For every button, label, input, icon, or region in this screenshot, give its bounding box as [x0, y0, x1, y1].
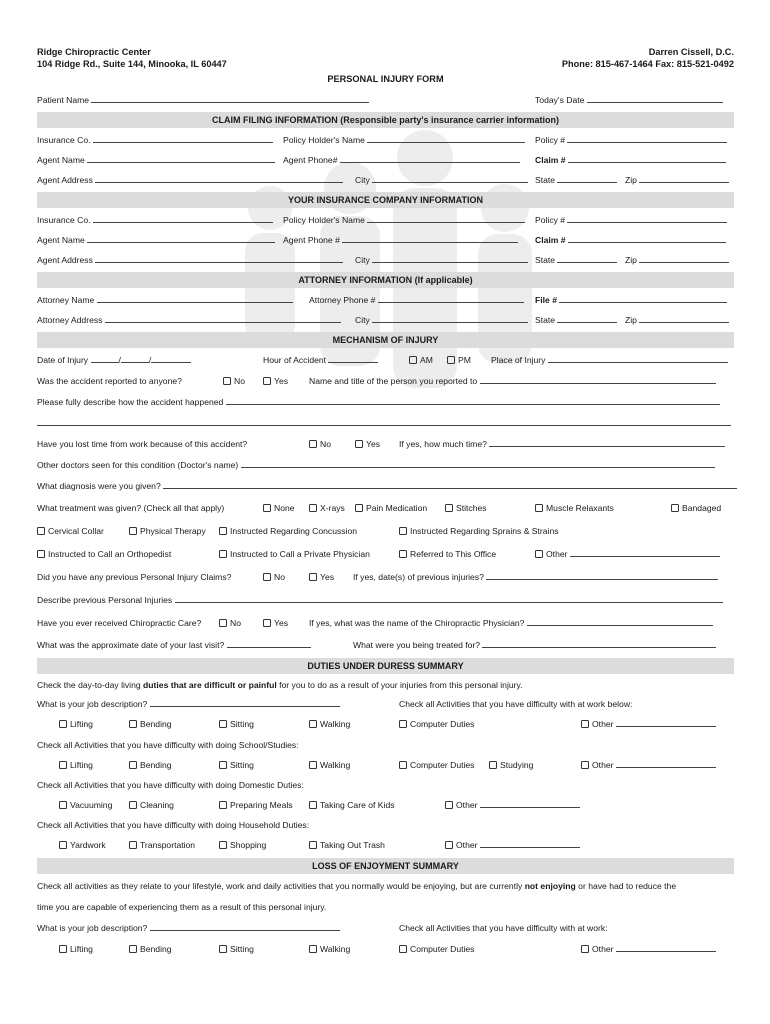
policy-holder-label: Policy Holder's Name — [283, 135, 365, 145]
work-computer-checkbox[interactable]: Computer Duties — [399, 714, 474, 735]
household-transportation-checkbox[interactable]: Transportation — [129, 835, 195, 856]
enjoyment-bending-checkbox[interactable]: Bending — [129, 939, 172, 960]
checkbox-icon[interactable] — [581, 761, 589, 769]
checkbox-icon[interactable] — [129, 761, 137, 769]
enjoyment-job-description-field[interactable] — [150, 919, 340, 931]
checkbox-icon[interactable] — [399, 761, 407, 769]
your-agent-phone-field[interactable] — [342, 231, 518, 243]
your-agent-address-field[interactable] — [95, 251, 343, 263]
checkbox-icon[interactable] — [129, 527, 137, 535]
claim-number-label: Claim # — [535, 235, 566, 245]
domestic-cleaning-checkbox[interactable]: Cleaning — [129, 795, 174, 816]
patient-name-label: Patient Name — [37, 95, 90, 105]
clinic-name: Ridge Chiropractic Center — [37, 47, 151, 57]
checkbox-icon[interactable] — [489, 761, 497, 769]
claim-city-field[interactable] — [372, 171, 528, 183]
domestic-kids-checkbox[interactable]: Taking Care of Kids — [309, 795, 395, 816]
enjoyment-walking-checkbox[interactable]: Walking — [309, 939, 350, 960]
last-visit-label: What was the approximate date of your last visit? — [37, 640, 225, 650]
school-other-checkbox[interactable]: Other — [581, 755, 716, 776]
household-shopping-checkbox[interactable]: Shopping — [219, 835, 266, 856]
checkbox-icon[interactable] — [59, 720, 67, 728]
school-computer-checkbox[interactable]: Computer Duties — [399, 755, 474, 776]
your-claim-number-field[interactable] — [568, 231, 726, 243]
place-of-injury-label: Place of Injury — [491, 355, 546, 365]
clinic-phone-fax: Phone: 815-467-1464 Fax: 815-521-0492 — [561, 59, 734, 69]
checkbox-icon[interactable] — [219, 527, 227, 535]
checkbox-icon[interactable] — [445, 504, 453, 512]
previous-claims-yes-option[interactable]: Yes — [309, 566, 334, 589]
attorney-name-label: Attorney Name — [37, 295, 95, 305]
section-attorney: ATTORNEY INFORMATION (If applicable) — [37, 272, 734, 288]
household-trash-checkbox[interactable]: Taking Out Trash — [309, 835, 385, 856]
household-other-checkbox[interactable]: Other — [445, 835, 580, 856]
date-of-injury-label: Date of Injury — [37, 355, 89, 365]
enjoyment-job-description-label: What is your job description? — [37, 923, 148, 933]
treatment-cervical-collar-checkbox[interactable]: Cervical Collar — [37, 520, 104, 543]
checkbox-icon[interactable] — [399, 527, 407, 535]
injury-month-field[interactable] — [91, 351, 119, 363]
attorney-state-field[interactable] — [557, 311, 617, 323]
checkbox-icon[interactable] — [59, 761, 67, 769]
doctor-name: Darren Cissell, D.C. — [648, 47, 734, 57]
checkbox-icon[interactable] — [37, 550, 45, 558]
checkbox-icon[interactable] — [355, 504, 363, 512]
treatment-sprains-checkbox[interactable]: Instructed Regarding Sprains & Strains — [399, 520, 559, 543]
chiropractor-name-label: If yes, what was the name of the Chiropractic Physician? — [309, 618, 525, 628]
work-other-checkbox[interactable]: Other — [581, 714, 716, 735]
school-activities-label: Check all Activities that you have difficulty with doing School/Studies: — [37, 740, 299, 750]
checkbox-icon[interactable] — [263, 573, 271, 581]
work-bending-checkbox[interactable]: Bending — [129, 714, 172, 735]
hour-of-accident-label: Hour of Accident — [263, 355, 327, 365]
attorney-name-field[interactable] — [97, 291, 293, 303]
enjoyment-other-checkbox[interactable]: Other — [581, 939, 716, 960]
claim-agent-address-field[interactable] — [95, 171, 343, 183]
attorney-address-field[interactable] — [105, 311, 341, 323]
section-enjoyment: LOSS OF ENJOYMENT SUMMARY — [37, 858, 734, 874]
reported-no-option[interactable]: No — [223, 371, 245, 392]
your-policy-holder-field[interactable] — [367, 211, 525, 223]
how-much-time-field[interactable] — [489, 435, 725, 447]
file-number-field[interactable] — [559, 291, 727, 303]
previous-dates-field[interactable] — [486, 568, 718, 580]
describe-previous-label: Describe previous Personal Injuries — [37, 595, 173, 605]
treatment-other-checkbox[interactable]: Other — [535, 543, 720, 566]
pm-option[interactable]: PM — [447, 350, 471, 371]
enjoyment-intro-line2: time you are capable of experiencing them as a result of this personal injury. — [37, 902, 327, 912]
claim-insurance-co-field[interactable] — [93, 131, 273, 143]
domestic-vacuuming-checkbox[interactable]: Vacuuming — [59, 795, 112, 816]
attorney-address-label: Attorney Address — [37, 315, 103, 325]
your-state-field[interactable] — [557, 251, 617, 263]
claim-state-field[interactable] — [557, 171, 617, 183]
your-policy-number-field[interactable] — [567, 211, 727, 223]
policy-number-label: Policy # — [535, 135, 566, 145]
state-label: State — [535, 315, 556, 325]
reported-yes-option[interactable]: Yes — [263, 371, 288, 392]
how-much-time-label: If yes, how much time? — [399, 439, 487, 449]
checkbox-icon[interactable] — [399, 550, 407, 558]
claim-policy-number-field[interactable] — [567, 131, 727, 143]
state-label: State — [535, 175, 556, 185]
todays-date-label: Today's Date — [535, 95, 585, 105]
describe-accident-field[interactable] — [226, 393, 720, 405]
describe-previous-field[interactable] — [175, 591, 723, 603]
job-description-field[interactable] — [150, 695, 340, 707]
claim-number-label: Claim # — [535, 155, 566, 165]
checkbox-icon[interactable] — [309, 841, 317, 849]
city-label: City — [355, 175, 370, 185]
place-of-injury-field[interactable] — [548, 351, 728, 363]
checkbox-icon[interactable] — [309, 720, 317, 728]
checkbox-icon[interactable] — [219, 619, 227, 627]
treatment-label: What treatment was given? (Check all that apply) — [37, 503, 225, 513]
todays-date-field[interactable] — [587, 91, 723, 103]
checkbox-icon[interactable] — [309, 440, 317, 448]
checkbox-icon[interactable] — [129, 841, 137, 849]
city-label: City — [355, 255, 370, 265]
duties-intro: Check the day-to-day living duties that are difficult or painful for you to do as a result of your injuries from this personal injury. — [37, 680, 523, 690]
treatment-none-checkbox[interactable]: None — [263, 497, 295, 520]
checkbox-icon[interactable] — [129, 720, 137, 728]
enjoyment-lifting-checkbox[interactable]: Lifting — [59, 939, 93, 960]
checkbox-icon[interactable] — [263, 619, 271, 627]
checkbox-icon[interactable] — [581, 720, 589, 728]
am-option[interactable]: AM — [409, 350, 433, 371]
chiropractic-care-label: Have you ever received Chiropractic Care? — [37, 618, 202, 628]
reported-to-field[interactable] — [480, 372, 716, 384]
your-zip-field[interactable] — [639, 251, 729, 263]
enjoyment-computer-checkbox[interactable]: Computer Duties — [399, 939, 474, 960]
job-description-label: What is your job description? — [37, 699, 148, 709]
checkbox-icon[interactable] — [309, 945, 317, 953]
checkbox-icon[interactable] — [59, 841, 67, 849]
enjoyment-sitting-checkbox[interactable]: Sitting — [219, 939, 254, 960]
letterhead — [37, 46, 734, 84]
work-lifting-checkbox[interactable]: Lifting — [59, 714, 93, 735]
lost-time-label: Have you lost time from work because of this accident? — [37, 439, 248, 449]
checkbox-icon[interactable] — [263, 377, 271, 385]
treatment-other-field[interactable] — [570, 545, 720, 557]
your-insurance-co-field[interactable] — [93, 211, 273, 223]
claim-agent-name-field[interactable] — [87, 151, 275, 163]
claim-number-field[interactable] — [568, 151, 726, 163]
checkbox-icon[interactable] — [59, 945, 67, 953]
checkbox-icon[interactable] — [399, 720, 407, 728]
zip-label: Zip — [625, 255, 637, 265]
checkbox-icon[interactable] — [409, 356, 417, 364]
checkbox-icon[interactable] — [59, 801, 67, 809]
injury-year-field[interactable] — [148, 351, 191, 365]
checkbox-icon[interactable] — [445, 801, 453, 809]
claim-zip-field[interactable] — [639, 171, 729, 183]
checkbox-icon[interactable] — [309, 504, 317, 512]
your-agent-name-field[interactable] — [87, 231, 275, 243]
attorney-city-field[interactable] — [372, 311, 528, 323]
section-your-insurance: YOUR INSURANCE COMPANY INFORMATION — [37, 192, 734, 208]
last-visit-field[interactable] — [227, 636, 311, 648]
policy-number-label: Policy # — [535, 215, 566, 225]
agent-phone-label: Agent Phone # — [283, 235, 340, 245]
state-label: State — [535, 255, 556, 265]
enjoyment-intro: Check all activities as they relate to your lifestyle, work and daily activities that you normally would be enjoying, but are currently not enjoying or have had to reduce the — [37, 881, 677, 891]
checkbox-icon[interactable] — [219, 720, 227, 728]
work-sitting-checkbox[interactable]: Sitting — [219, 714, 254, 735]
treatment-referred-checkbox[interactable]: Referred to This Office — [399, 543, 496, 566]
checkbox-icon[interactable] — [219, 550, 227, 558]
treatment-private-physician-checkbox[interactable]: Instructed to Call a Private Physician — [219, 543, 370, 566]
school-bending-checkbox[interactable]: Bending — [129, 755, 172, 776]
describe-accident-field-line2[interactable] — [37, 414, 731, 426]
attorney-phone-field[interactable] — [378, 291, 524, 303]
school-studying-checkbox[interactable]: Studying — [489, 755, 533, 776]
checkbox-icon[interactable] — [129, 945, 137, 953]
clinic-address: 104 Ridge Rd., Suite 144, Minooka, IL 60447 — [37, 59, 227, 69]
checkbox-icon[interactable] — [219, 801, 227, 809]
checkbox-icon[interactable] — [309, 761, 317, 769]
treatment-orthopedist-checkbox[interactable]: Instructed to Call an Orthopedist — [37, 543, 171, 566]
your-city-field[interactable] — [372, 251, 528, 263]
checkbox-icon[interactable] — [535, 504, 543, 512]
file-number-label: File # — [535, 295, 557, 305]
checkbox-icon[interactable] — [263, 504, 271, 512]
agent-name-label: Agent Name — [37, 155, 85, 165]
attorney-phone-label: Attorney Phone # — [309, 295, 376, 305]
attorney-zip-field[interactable] — [639, 311, 729, 323]
treatment-physical-therapy-checkbox[interactable]: Physical Therapy — [129, 520, 206, 543]
work-walking-checkbox[interactable]: Walking — [309, 714, 350, 735]
checkbox-icon[interactable] — [447, 356, 455, 364]
checkbox-icon[interactable] — [219, 945, 227, 953]
diagnosis-field[interactable] — [163, 477, 737, 489]
enjoyment-other-field[interactable] — [616, 940, 716, 952]
previous-claims-label: Did you have any previous Personal Injury Claims? — [37, 572, 232, 582]
insurance-co-label: Insurance Co. — [37, 215, 91, 225]
previous-dates-label: If yes, date(s) of previous injuries? — [353, 572, 484, 582]
zip-label: Zip — [625, 175, 637, 185]
insurance-co-label: Insurance Co. — [37, 135, 91, 145]
treatment-pain-medication-checkbox[interactable]: Pain Medication — [355, 497, 427, 520]
household-other-field[interactable] — [480, 836, 580, 848]
accident-reported-label: Was the accident reported to anyone? — [37, 376, 182, 386]
date-separator: / — [118, 355, 121, 365]
city-label: City — [355, 315, 370, 325]
lost-time-yes-option[interactable]: Yes — [355, 434, 380, 455]
injury-day-field[interactable] — [118, 351, 152, 365]
checkbox-icon[interactable] — [37, 527, 45, 535]
agent-address-label: Agent Address — [37, 175, 93, 185]
work-other-field[interactable] — [616, 715, 716, 727]
other-doctors-label: Other doctors seen for this condition (Doctor's name) — [37, 460, 239, 470]
school-walking-checkbox[interactable]: Walking — [309, 755, 350, 776]
checkbox-icon[interactable] — [309, 801, 317, 809]
checkbox-icon[interactable] — [355, 440, 363, 448]
reported-to-label: Name and title of the person you reported to — [309, 376, 478, 386]
checkbox-icon[interactable] — [219, 841, 227, 849]
school-sitting-checkbox[interactable]: Sitting — [219, 755, 254, 776]
checkbox-icon[interactable] — [535, 550, 543, 558]
household-yardwork-checkbox[interactable]: Yardwork — [59, 835, 106, 856]
agent-name-label: Agent Name — [37, 235, 85, 245]
form-title: PERSONAL INJURY FORM — [327, 74, 444, 84]
agent-address-label: Agent Address — [37, 255, 93, 265]
checkbox-icon[interactable] — [445, 841, 453, 849]
domestic-activities-label: Check all Activities that you have difficulty with doing Domestic Duties: — [37, 780, 304, 790]
treatment-concussion-checkbox[interactable]: Instructed Regarding Concussion — [219, 520, 357, 543]
lost-time-no-option[interactable]: No — [309, 434, 331, 455]
patient-name-field[interactable] — [91, 91, 369, 103]
treatment-xrays-checkbox[interactable]: X-rays — [309, 497, 345, 520]
section-claim-filing: CLAIM FILING INFORMATION (Responsible party's insurance carrier information) — [37, 112, 734, 128]
domestic-meals-checkbox[interactable]: Preparing Meals — [219, 795, 293, 816]
previous-claims-no-option[interactable]: No — [263, 566, 285, 589]
agent-phone-label: Agent Phone# — [283, 155, 338, 165]
claim-agent-phone-field[interactable] — [340, 151, 520, 163]
checkbox-icon[interactable] — [671, 504, 679, 512]
section-mechanism: MECHANISM OF INJURY — [37, 332, 734, 348]
zip-label: Zip — [625, 315, 637, 325]
hour-of-accident-field[interactable] — [328, 351, 378, 363]
checkbox-icon[interactable] — [309, 573, 317, 581]
treated-for-label: What were you being treated for? — [353, 640, 481, 650]
claim-policy-holder-field[interactable] — [367, 131, 525, 143]
date-separator: / — [148, 355, 152, 365]
household-activities-label: Check all Activities that you have difficulty with doing Household Duties: — [37, 820, 310, 830]
checkbox-icon[interactable] — [223, 377, 231, 385]
describe-accident-label: Please fully describe how the accident happened — [37, 397, 224, 407]
checkbox-icon[interactable] — [219, 761, 227, 769]
policy-holder-label: Policy Holder's Name — [283, 215, 365, 225]
school-other-field[interactable] — [616, 756, 716, 768]
work-activities-label: Check all Activities that you have difficulty with at work below: — [399, 699, 633, 709]
chiropractic-no-option[interactable]: No — [219, 612, 241, 635]
treated-for-field[interactable] — [482, 636, 716, 648]
domestic-other-checkbox[interactable]: Other — [445, 795, 580, 816]
diagnosis-label: What diagnosis were you given? — [37, 481, 161, 491]
domestic-other-field[interactable] — [480, 796, 580, 808]
other-doctors-field[interactable] — [241, 456, 715, 468]
treatment-bandaged-checkbox[interactable]: Bandaged — [671, 497, 721, 520]
school-lifting-checkbox[interactable]: Lifting — [59, 755, 93, 776]
section-duties: DUTIES UNDER DURESS SUMMARY — [37, 658, 734, 674]
treatment-muscle-relaxants-checkbox[interactable]: Muscle Relaxants — [535, 497, 614, 520]
enjoyment-work-activities-label: Check all Activities that you have difficulty with at work: — [399, 923, 608, 933]
chiropractor-name-field[interactable] — [527, 614, 713, 626]
chiropractic-yes-option[interactable]: Yes — [263, 612, 288, 635]
checkbox-icon[interactable] — [129, 801, 137, 809]
checkbox-icon[interactable] — [581, 945, 589, 953]
checkbox-icon[interactable] — [399, 945, 407, 953]
treatment-stitches-checkbox[interactable]: Stitches — [445, 497, 487, 520]
